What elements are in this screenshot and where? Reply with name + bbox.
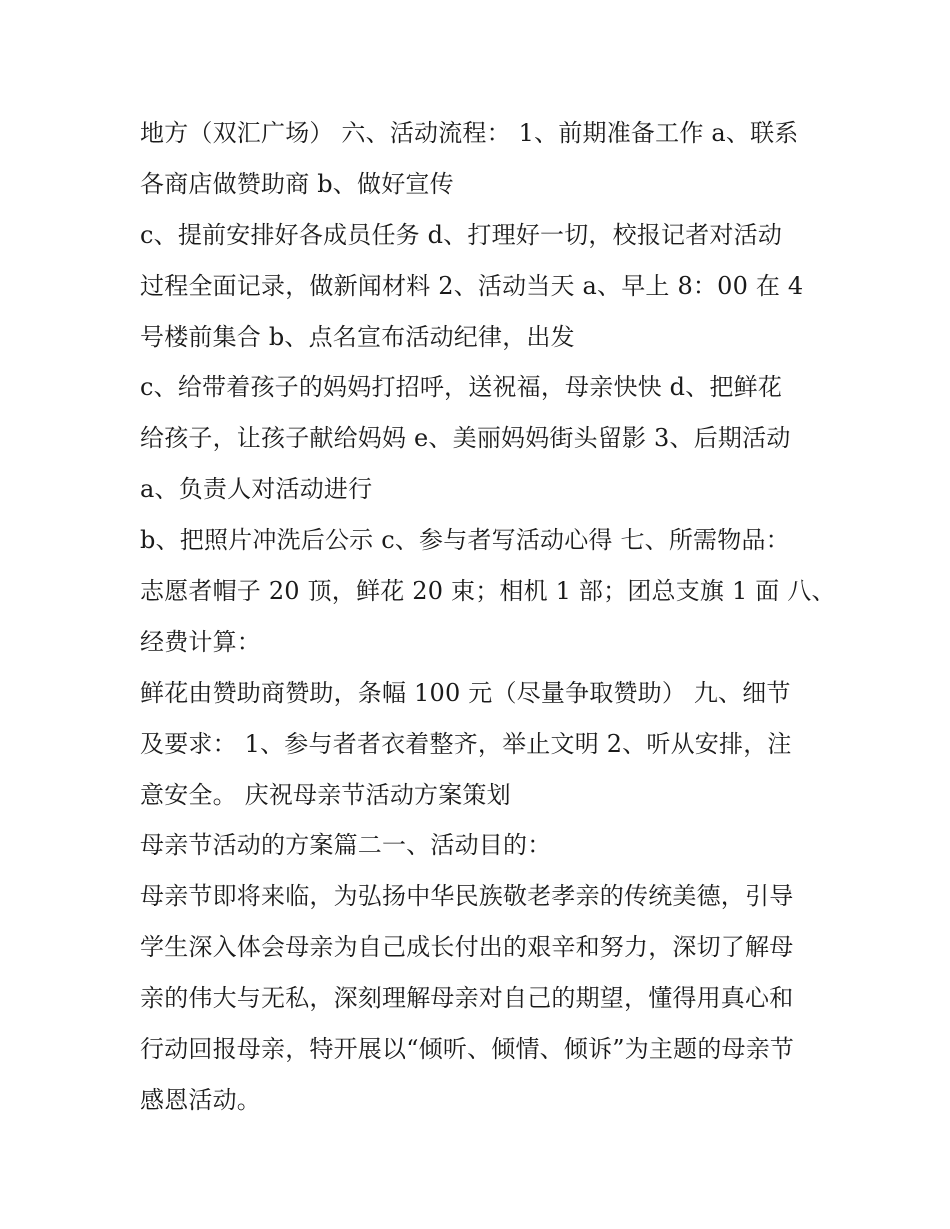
text-line: 学生深入体会母亲为自己成长付出的艰辛和努力，深切了解母 (140, 933, 794, 962)
text-line: 母亲节活动的方案篇二一、活动目的： (140, 831, 552, 860)
text-line: 经费计算： (140, 627, 261, 656)
text-line: 过程全面记录，做新闻材料 2、活动当天 a、早上 8：00 在 4 (140, 271, 804, 300)
text-line: 行动回报母亲，特开展以“倾听、倾情、倾诉”为主题的母亲节 (140, 1035, 795, 1064)
text-line: 号楼前集合 b、点名宣布活动纪律，出发 (140, 322, 575, 351)
document-page (140, 108, 836, 1126)
text-line: 志愿者帽子 20 顶，鲜花 20 束；相机 1 部；团总支旗 1 面 八、 (140, 577, 836, 606)
text-line: a、负责人对活动进行 (140, 475, 373, 504)
text-line: c、给带着孩子的妈妈打招呼，送祝福，母亲快快 d、把鲜花 (140, 373, 783, 402)
text-line: 地方（双汇广场） 六、活动流程： 1、前期准备工作 a、联系 (140, 119, 799, 147)
text-line: 意安全。 庆祝母亲节活动方案策划 (140, 780, 511, 809)
text-line: 各商店做赞助商 b、做好宣传 (140, 169, 454, 198)
text-line: 感恩活动。 (140, 1085, 261, 1114)
text-line: 给孩子，让孩子献给妈妈 e、美丽妈妈街头留影 3、后期活动 (140, 424, 791, 453)
text-line: c、提前安排好各成员任务 d、打理好一切，校报记者对活动 (140, 220, 783, 249)
text-line: 及要求： 1、参与者者衣着整齐，举止文明 2、听从安排，注 (140, 729, 792, 758)
text-line: 鲜花由赞助商赞助，条幅 100 元（尽量争取赞助） 九、细节 (140, 678, 791, 707)
text-line: b、把照片冲洗后公示 c、参与者写活动心得 七、所需物品： (140, 526, 790, 555)
text-line: 母亲节即将来临，为弘扬中华民族敬老孝亲的传统美德，引导 (140, 882, 794, 911)
text-line: 亲的伟大与无私，深刻理解母亲对自己的期望，懂得用真心和 (140, 984, 794, 1013)
